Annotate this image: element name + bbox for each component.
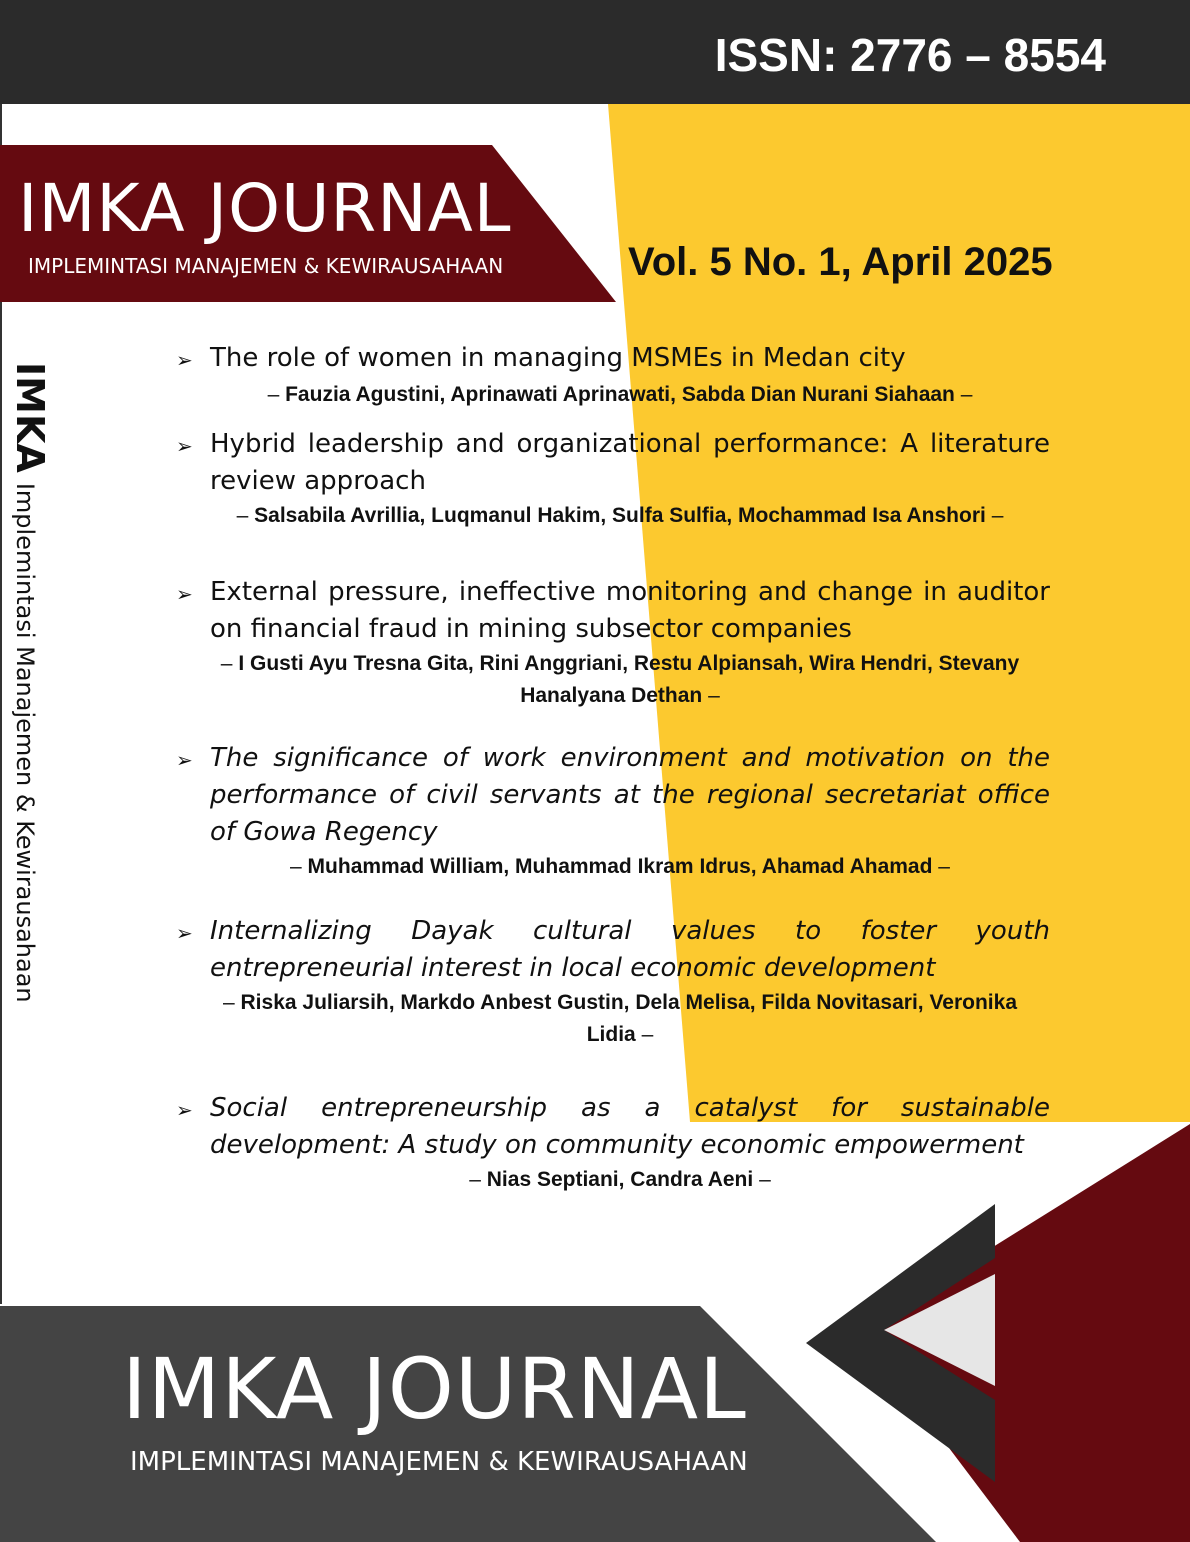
arrow-bullet-icon: ➢	[176, 748, 193, 772]
arrow-bullet-icon: ➢	[176, 434, 193, 458]
article-authors: – Riska Juliarsih, Markdo Anbest Gustin, Dela Melisa, Filda Novitasari, Veronika Lidia –	[222, 991, 1017, 1046]
banner-subtitle: IMPLEMINTASI MANAJEMEN & KEWIRAUSAHAAN	[28, 254, 504, 278]
article-title: ➢ Social entrepreneurship as a catalyst for sustainable development: A study on community economic empowerment	[176, 1090, 1050, 1164]
arrow-bullet-icon: ➢	[176, 348, 193, 372]
article-authors: – Muhammad William, Muhammad Ikram Idrus, Ahamad Ahamad –	[290, 855, 950, 878]
article-authors: – Nias Septiani, Candra Aeni –	[469, 1168, 771, 1191]
banner-title: IMKA JOURNAL	[18, 170, 512, 247]
arrow-bullet-icon: ➢	[176, 582, 193, 606]
article-authors: – I Gusti Ayu Tresna Gita, Rini Anggriani, Restu Alpiansah, Wira Hendri, Stevany Hanalyana Dethan –	[220, 652, 1020, 707]
arrow-bullet-icon: ➢	[176, 921, 193, 945]
article-title: ➢ External pressure, ineffective monitoring and change in auditor on financial fraud in mining subsector companies	[176, 574, 1050, 648]
article-title: ➢ Internalizing Dayak cultural values to foster youth entrepreneurial interest in local economic development	[176, 913, 1050, 987]
article-title: ➢ The role of women in managing MSMEs in Medan city	[176, 340, 1050, 379]
side-abbreviation: IMKA	[8, 362, 52, 473]
side-full-name: Implemintasi Manajemen & Kewirausahaan	[11, 482, 39, 1003]
issn-label: ISSN: 2776 – 8554	[714, 29, 1106, 81]
volume-issue: Vol. 5 No. 1, April 2025	[628, 240, 1053, 284]
article-authors: – Salsabila Avrillia, Luqmanul Hakim, Sulfa Sulfia, Mochammad Isa Anshori –	[236, 504, 1004, 527]
footer-subtitle: IMPLEMINTASI MANAJEMEN & KEWIRAUSAHAAN	[130, 1447, 748, 1477]
article-title: ➢ The significance of work environment and motivation on the performance of civil servants at the regional secretariat office of Gowa Regency	[176, 740, 1050, 851]
article-title: ➢ Hybrid leadership and organizational performance: A literature review approach	[176, 426, 1050, 500]
arrow-bullet-icon: ➢	[176, 1098, 193, 1122]
footer-title: IMKA JOURNAL	[122, 1340, 747, 1438]
article-authors: – Fauzia Agustini, Aprinawati Aprinawati, Sabda Dian Nurani Siahaan –	[267, 383, 973, 406]
